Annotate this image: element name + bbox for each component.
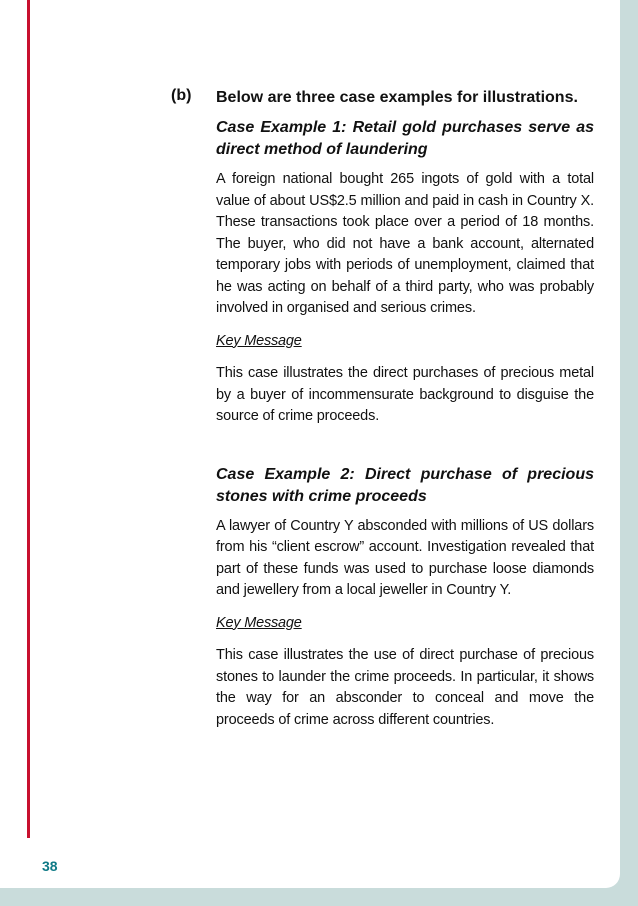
case-1-title: Case Example 1: Retail gold purchases serve as direct method of laundering — [216, 119, 594, 158]
case-1-key-message-text: This case illustrates the direct purchases of precious metal by a buyer of incommensurate background to disguise the source of crime proceeds. — [216, 365, 594, 424]
section-marker: (b) — [171, 87, 192, 104]
case-2-key-message-label: Key Message — [216, 614, 302, 631]
section-heading: Below are three case examples for illustrations. — [216, 89, 578, 106]
content-column — [216, 87, 594, 731]
margin-rule — [27, 0, 30, 838]
case-2-body: A lawyer of Country Y absconded with millions of US dollars from his “client escrow” account. Investigation revealed that part of these funds was used to purchase loose diamonds and jewellery from a local jeweller in Country Y. — [216, 517, 594, 598]
page-number: 38 — [42, 858, 58, 874]
case-2-key-message-text: This case illustrates the use of direct purchase of precious stones to launder the crime proceeds. In particular, it shows the way for an absconder to conceal and move the proceeds of crime across different countries. — [216, 647, 594, 728]
case-2-title: Case Example 2: Direct purchase of precious stones with crime proceeds — [216, 465, 594, 505]
case-1-body: A foreign national bought 265 ingots of gold with a total value of about US$2.5 million and paid in cash in Country X. These transactions took place over a period of 18 months. The buyer, who did not have a bank account, alternated temporary jobs with periods of unemployment, claimed that he was acting on behalf of a third party, who was probably involved in organised and serious crimes. — [216, 171, 594, 316]
case-1-key-message-label: Key Message — [216, 332, 302, 349]
